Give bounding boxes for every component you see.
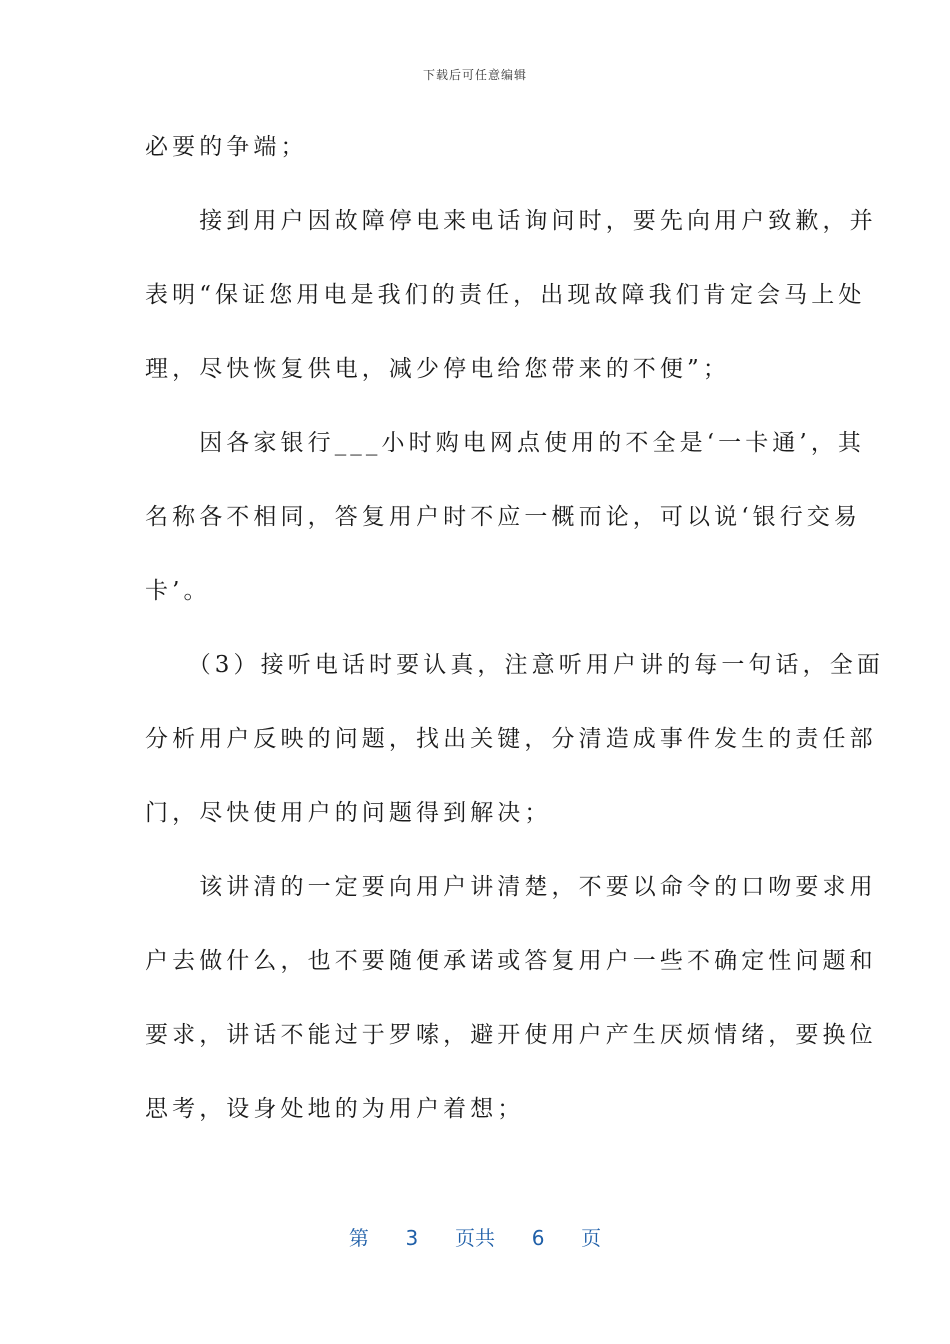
text-line: （3）接听电话时要认真，注意听用户讲的每一句话，全面 [145,652,884,678]
total-label-after: 页 [581,1226,602,1250]
total-label-before: 页共 [455,1226,495,1250]
text-line: 接到用户因故障停电来电话询问时，要先向用户致歉，并 [145,208,877,234]
text-line: 表明“保证您用电是我们的责任，出现故障我们肯定会马上处 [145,282,866,308]
text-line: 分析用户反映的问题，找出关键，分清造成事件发生的责任部 [145,726,877,752]
page-label: 第 [348,1226,369,1250]
text-line: 必要的争端； [145,134,308,160]
page-number: 3 [405,1226,419,1250]
text-line: 思考，设身处地的为用户着想； [145,1096,525,1122]
total-pages: 6 [531,1226,545,1250]
text-line: 该讲清的一定要向用户讲清楚，不要以命令的口吻要求用 [145,874,877,900]
text-line: 卡’。 [145,578,211,604]
text-line: 理，尽快恢复供电，减少停电给您带来的不便”； [145,356,730,382]
text-line: 名称各不相同，答复用户时不应一概而论，可以说‘银行交易 [145,504,862,530]
text-line: 户去做什么，也不要随便承诺或答复用户一些不确定性问题和 [145,948,877,974]
text-line: 因各家银行___小时购电网点使用的不全是‘一卡通’，其 [145,430,866,456]
text-line: 要求，讲话不能过于罗嗦，避开使用户产生厌烦情绪，要换位 [145,1022,877,1048]
header-note: 下载后可任意编辑 [422,68,527,82]
document-body [145,118,884,1154]
text-line: 门，尽快使用户的问题得到解决； [145,800,552,826]
page-footer [0,1222,950,1251]
